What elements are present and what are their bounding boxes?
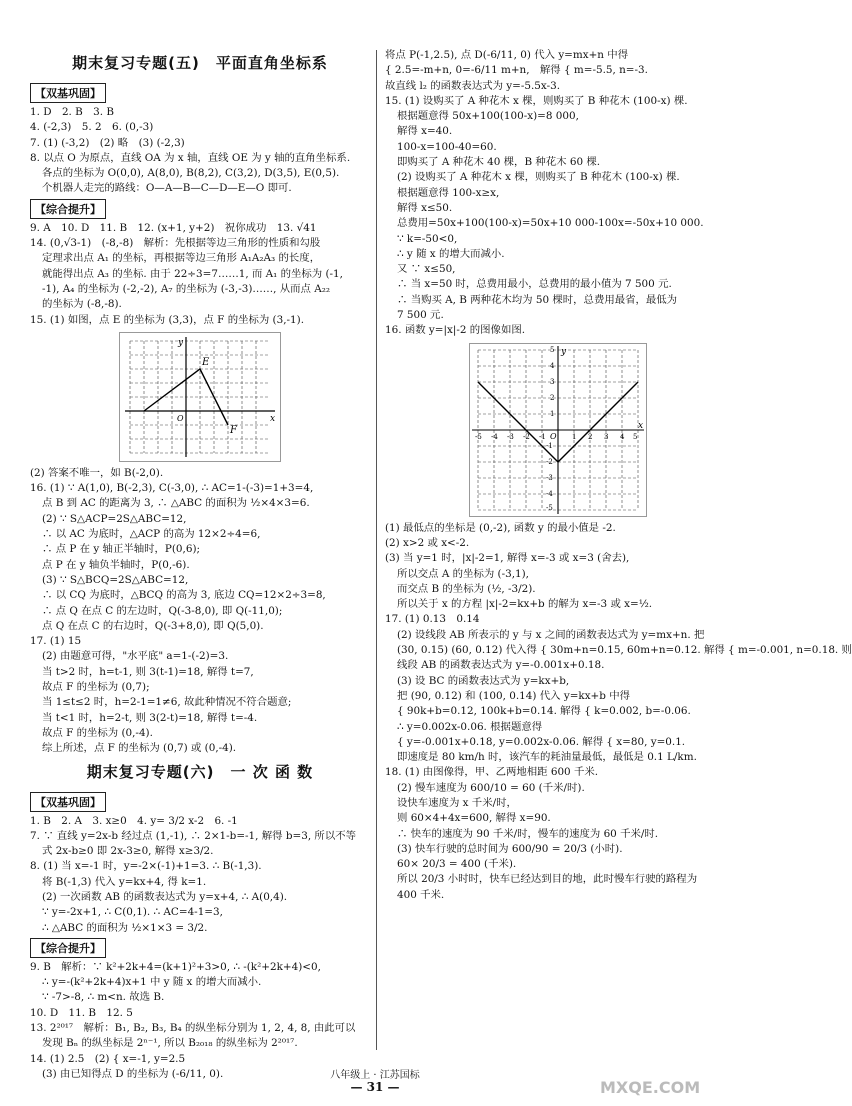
- answer-line: 当 t>2 时，h=t-1, 则 3(t-1)=18, 解得 t=7,: [42, 665, 254, 678]
- answer-line: -1), A₄ 的坐标为 (-2,-2), A₇ 的坐标为 (-3,-3)……, 从而点 A₂₂: [42, 282, 331, 295]
- answer-line: 1. D 2. B 3. B: [30, 106, 115, 118]
- y-tick: 5: [549, 345, 554, 354]
- coordinate-figure-1: [119, 332, 281, 462]
- answer-line: 60× 20/3 = 400 (千米).: [397, 858, 517, 871]
- answer-line: ∴ 快车的速度为 90 千米/时，慢车的速度为 60 千米/时.: [397, 827, 659, 840]
- answer-line: 当 1≤t≤2 时，h=2-1=1≠6, 故此种情况不符合题意;: [42, 696, 292, 709]
- answer-line: 设快车速度为 x 千米/时，: [397, 796, 517, 809]
- answer-line: ∵ y=-2x+1, ∴ C(0,1). ∴ AC=4-1=3,: [42, 906, 223, 919]
- answer-line: 个机器人走完的路线：O—A—B—C—D—E—O 即可.: [42, 182, 292, 195]
- answer-line: 7 500 元.: [397, 309, 444, 322]
- answer-line: 7. ∵ 直线 y=2x-b 经过点 (1,-1), ∴ 2×1-b=-1, 解得 b=3, 所以不等: [30, 829, 356, 842]
- answer-line: (30, 0.15) (60, 0.12) 代入得 { 30m+n=0.15, 60m+n=0.12. 解得 { m=-0.001, n=0.18. 则: [397, 644, 852, 657]
- y-tick: -3: [545, 473, 553, 482]
- answer-line: (2) 由题意可得，"水平底" a=1-(-2)=3.: [42, 650, 229, 663]
- answer-line: 13. 2²⁰¹⁷ 解析：B₁, B₂, B₃, B₄ 的纵坐标分别为 1, 2, 4, 8, 由此可以: [30, 1022, 356, 1035]
- answer-line: (2) 慢车速度为 600/10 = 60 (千米/时).: [397, 781, 585, 794]
- answer-line: (3) ∵ S△BCQ=2S△ABC=12,: [42, 573, 189, 586]
- answer-line: (3) 由已知得点 D 的坐标为 (-6/11, 0).: [42, 1067, 224, 1080]
- answer-line: (2) 设购买了 A 种花木 x 棵，则购买了 B 种花木 (100-x) 棵.: [397, 171, 680, 184]
- answer-line: 4. (-2,3) 5. 2 6. (0,-3): [30, 121, 154, 134]
- coordinate-figure-2: [469, 343, 647, 517]
- answer-line: 将 B(-1,3) 代入 y=kx+4, 得 k=1.: [42, 875, 207, 888]
- page-number: — 31 —: [350, 1080, 400, 1094]
- answer-line: 故点 F 的坐标为 (0,-4).: [42, 726, 153, 739]
- answer-line: { 90k+b=0.12, 100k+b=0.14. 解得 { k=0.002, b=-0.06.: [397, 705, 691, 718]
- y-tick: -5: [545, 503, 553, 512]
- y-tick: 3: [549, 377, 554, 386]
- answer-line: ∴ y 随 x 的增大而减小.: [397, 247, 505, 260]
- y-tick-labels: [546, 346, 555, 512]
- answer-line: ∵ k=-50<0,: [397, 232, 458, 245]
- y-tick: 1: [549, 409, 554, 418]
- answer-line: 即购买了 A 种花木 40 棵，B 种花木 60 棵.: [397, 156, 601, 169]
- answer-line: 根据题意得 50x+100(100-x)=8 000,: [397, 110, 579, 123]
- answer-line: { 2.5=-m+n, 0=-6/11 m+n, 解得 { m=-5.5, n=-3.: [385, 64, 648, 77]
- answer-line: 发现 Bₙ 的纵坐标是 2ⁿ⁻¹, 所以 B₂₀₁₈ 的纵坐标为 2²⁰¹⁷.: [42, 1037, 298, 1050]
- x-tick: -4: [490, 432, 498, 441]
- answer-line: ∴ 以 AC 为底时，△ACP 的高为 12×2÷4=6,: [42, 528, 261, 541]
- right-column: [385, 48, 852, 903]
- x-tick: -3: [506, 432, 514, 441]
- answer-line: (2) x>2 或 x<-2.: [385, 536, 470, 549]
- answer-line: ∴ △ABC 的面积为 ½×1×3 = 3/2.: [42, 921, 208, 934]
- answer-line: 就能得出点 A₃ 的坐标. 由于 22÷3=7……1, 而 A₁ 的坐标为 (-1,: [42, 267, 343, 280]
- answer-line: 8. (1) 当 x=-1 时，y=-2×(-1)+1=3. ∴ B(-1,3).: [30, 860, 262, 873]
- answer-line: 17. (1) 0.13 0.14: [385, 613, 480, 626]
- answer-line: (1) 最低点的坐标是 (0,-2), 函数 y 的最小值是 -2.: [385, 521, 616, 534]
- answer-line: 则 60×4+4x=600, 解得 x=90.: [397, 812, 551, 825]
- answer-line: 14. (1) 2.5 (2) { x=-1, y=2.5: [30, 1052, 186, 1065]
- subsection-advanced: 【综合提升】: [30, 938, 106, 958]
- answer-line: 总费用=50x+100(100-x)=50x+10 000-100x=-50x+10 000.: [397, 217, 704, 230]
- answer-line: ∴ y=0.002x-0.06. 根据题意得: [397, 720, 543, 733]
- answer-line: 当 t<1 时，h=2-t, 则 3(2-t)=18, 解得 t=-4.: [42, 711, 258, 724]
- answer-line: 所以 20/3 小时时，快车已经达到目的地，此时慢车行驶的路程为: [397, 873, 698, 886]
- answer-line: 8. 以点 O 为原点，直线 OA 为 x 轴，直线 OE 为 y 轴的直角坐标系.: [30, 151, 351, 164]
- x-tick: -1: [538, 432, 546, 441]
- answer-line: 式 2x-b≥0 即 2x-3≥0, 解得 x≥3/2.: [42, 845, 214, 858]
- answer-line: 故直线 l₂ 的函数表达式为 y=-5.5x-3.: [385, 79, 561, 92]
- answer-line: (2) 一次函数 AB 的函数表达式为 y=x+4, ∴ A(0,4).: [42, 890, 288, 903]
- x-tick: 3: [603, 432, 608, 441]
- section-title-6: 期末复习专题(六) 一 次 函 数: [86, 762, 314, 781]
- answer-line: (3) 快车行驶的总时间为 600/90 = 20/3 (小时).: [397, 842, 623, 855]
- answer-line: 18. (1) 由图像得，甲、乙两地相距 600 千米.: [385, 766, 599, 779]
- origin-label: O: [549, 431, 557, 441]
- answer-line: ∴ 当 x=50 时，总费用最小，总费用的最小值为 7 500 元.: [397, 278, 672, 291]
- answer-line: 综上所述，点 F 的坐标为 (0,7) 或 (0,-4).: [42, 742, 237, 755]
- answer-line: ∵ -7>-8, ∴ m<n. 故选 B.: [42, 991, 165, 1004]
- x-tick: 4: [619, 432, 624, 441]
- answer-line: 所以关于 x 的方程 |x|-2=kx+b 的解为 x=-3 或 x=½.: [397, 598, 653, 611]
- section-title-5: 期末复习专题(五) 平面直角坐标系: [72, 54, 328, 72]
- answer-line: (2) 答案不唯一，如 B(-2,0).: [30, 466, 164, 479]
- answer-line: (3) 当 y=1 时，|x|-2=1, 解得 x=-3 或 x=3 (舍去),: [385, 552, 630, 565]
- y-tick: 4: [549, 361, 554, 370]
- answer-line: 将点 P(-1,2.5), 点 D(-6/11, 0) 代入 y=mx+n 中得: [385, 49, 629, 61]
- axis-label-y: y: [178, 337, 184, 348]
- answer-line: 而交点 B 的坐标为 (½, -3/2).: [397, 582, 536, 595]
- x-tick: 5: [632, 432, 637, 441]
- y-tick: -2: [545, 457, 553, 466]
- answer-line: ∴ 点 Q 在点 C 的左边时，Q(-3-8,0), 即 Q(-11,0);: [42, 604, 283, 617]
- axis-label-x: x: [637, 420, 643, 431]
- answer-line: 线段 AB 的函数表达式为 y=-0.001x+0.18.: [397, 659, 605, 672]
- answer-line: 根据题意得 100-x≥x,: [397, 186, 500, 199]
- x-tick: 1: [571, 432, 576, 441]
- grid-plot-1: [120, 333, 280, 461]
- answer-line: ∴ 点 P 在 y 轴正半轴时，P(0,6);: [42, 543, 201, 556]
- answer-line: (2) 设线段 AB 所表示的 y 与 x 之间的函数表达式为 y=mx+n. 把: [397, 628, 705, 641]
- answer-line: 16. (1) ∵ A(1,0), B(-2,3), C(-3,0), ∴ AC=1-(-3)=1+3=4,: [30, 482, 314, 495]
- answer-line: { y=-0.001x+0.18, y=0.002x-0.06. 解得 { x=80, y=0.1.: [397, 735, 686, 748]
- answer-line: 故点 F 的坐标为 (0,7);: [42, 681, 150, 694]
- subsection-basic: 【双基巩固】: [30, 83, 106, 103]
- answer-line: 各点的坐标为 O(0,0), A(8,0), B(8,2), C(3,2), D(3,5), E(0,5).: [42, 167, 340, 180]
- answer-line: 9. A 10. D 11. B 12. (x+1, y+2) 祝你成功 13. √41: [30, 221, 317, 234]
- answer-line: (3) 设 BC 的函数表达式为 y=kx+b,: [397, 674, 570, 687]
- x-tick: 2: [587, 432, 592, 441]
- y-tick: 2: [549, 393, 554, 402]
- answer-line: 点 P 在 y 轴负半轴时，P(0,-6).: [42, 558, 190, 571]
- answer-line: 10. D 11. B 12. 5: [30, 1006, 133, 1019]
- watermark: MXQE.COM: [600, 1078, 701, 1097]
- y-tick: -1: [545, 441, 553, 450]
- answer-line: 9. B 解析：∵ k²+2k+4=(k+1)²+3>0, ∴ -(k²+2k+4)<0,: [30, 960, 321, 973]
- answer-line: 17. (1) 15: [30, 635, 82, 648]
- answer-line: 点 B 到 AC 的距离为 3, ∴ △ABC 的面积为 ½×4×3=6.: [42, 497, 310, 510]
- answer-line: ∴ y=-(k²+2k+4)x+1 中 y 随 x 的增大而减小.: [42, 976, 262, 989]
- axis-label-y: y: [560, 346, 566, 357]
- subsection-advanced: 【综合提升】: [30, 199, 106, 219]
- footer-grade: 八年级上 · 江苏国标: [330, 1070, 420, 1081]
- answer-line: 1. B 2. A 3. x≥0 4. y= 3/2 x-2 6. -1: [30, 814, 238, 827]
- answer-line: 7. (1) (-3,2) (2) 略 (3) (-2,3): [30, 136, 185, 149]
- answer-line: ∴ 以 CQ 为底时，△BCQ 的高为 3, 底边 CQ=12×2÷3=8,: [42, 589, 326, 602]
- answer-line: 把 (90, 0.12) 和 (100, 0.14) 代入 y=kx+b 中得: [397, 689, 631, 702]
- answer-line: 400 千米.: [397, 888, 445, 901]
- answer-line: 又 ∵ x≤50,: [397, 263, 456, 276]
- answer-line: 的坐标为 (-8,-8).: [42, 298, 122, 311]
- y-tick: -4: [545, 489, 553, 498]
- subsection-basic: 【双基巩固】: [30, 792, 106, 812]
- answer-line: 14. (0,√3-1) (-8,-8) 解析：先根据等边三角形的性质和勾股: [30, 237, 321, 250]
- point-label-f: F: [230, 424, 237, 436]
- answer-line: 16. 函数 y=|x|-2 的图像如图.: [385, 324, 526, 337]
- x-tick: -5: [474, 432, 482, 441]
- answer-line: ∴ 当购买 A, B 两种花木均为 50 棵时，总费用最省，最低为: [397, 293, 678, 306]
- answer-line: 解得 x≤50.: [397, 201, 453, 214]
- answer-line: 15. (1) 如图，点 E 的坐标为 (3,3)，点 F 的坐标为 (3,-1).: [30, 313, 305, 326]
- origin-label: O: [177, 413, 184, 423]
- answer-line: 解得 x=40.: [397, 125, 453, 138]
- answer-line: 100-x=100-40=60.: [397, 140, 497, 153]
- point-label-e: E: [202, 356, 210, 368]
- answer-line: 即速度是 80 km/h 时，该汽车的耗油量最低，最低是 0.1 L/km.: [397, 751, 697, 764]
- axis-label-x: x: [270, 413, 276, 424]
- answer-line: 15. (1) 设购买了 A 种花木 x 棵，则购买了 B 种花木 (100-x) 棵.: [385, 94, 688, 107]
- answer-line: 点 Q 在点 C 的右边时，Q(-3+8,0), 即 Q(5,0).: [42, 619, 264, 632]
- answer-line: 定理求出点 A₁ 的坐标，再根据等边三角形 A₁A₂A₃ 的长度，: [42, 252, 321, 265]
- x-tick: -2: [522, 432, 530, 441]
- answer-line: 所以交点 A 的坐标为 (-3,1),: [397, 567, 529, 580]
- left-column: [30, 48, 370, 1082]
- abs-function-graph: [470, 344, 646, 516]
- answer-line: (2) ∵ S△ACP=2S△ABC=12,: [42, 512, 187, 525]
- column-divider: [376, 50, 377, 1050]
